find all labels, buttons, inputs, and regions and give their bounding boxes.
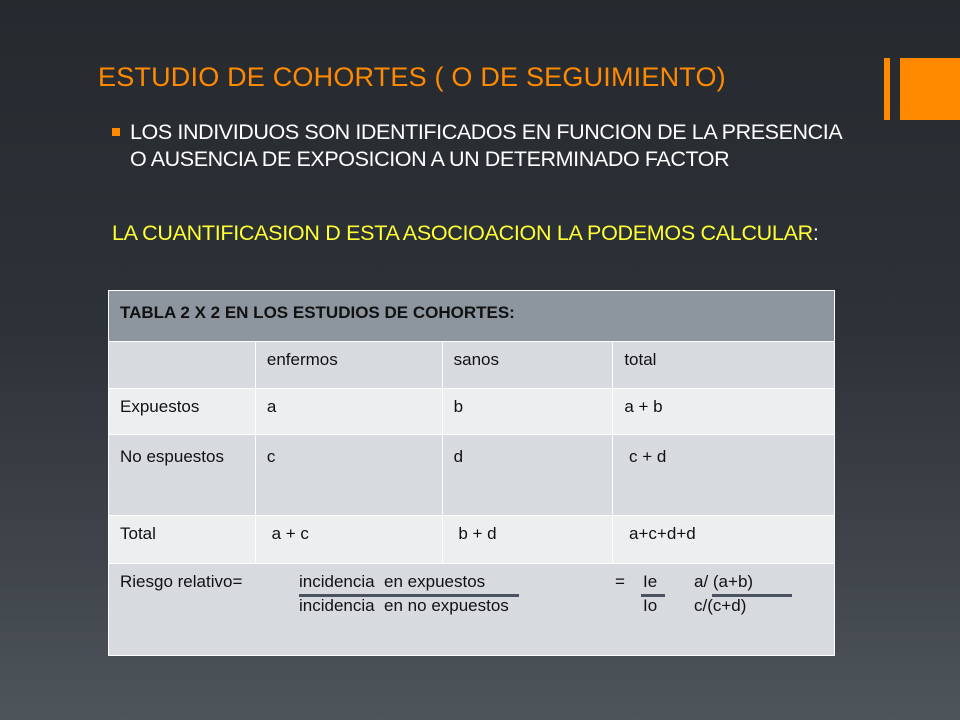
accent-bar-thick <box>900 58 960 120</box>
table-row <box>109 516 835 564</box>
bullet-text: LOS INDIVIDUOS SON IDENTIFICADOS EN FUNCION DE LA PRESENCIA O AUSENCIA DE EXPOSICION A UN DETERMINADO FACTOR <box>130 120 842 171</box>
slide-title: ESTUDIO DE COHORTES ( O DE SEGUIMIENTO) <box>98 62 726 92</box>
table-cell: a+c+d+d <box>613 516 835 564</box>
table-column-header-row <box>109 342 835 389</box>
table-header: TABLA 2 X 2 EN LOS ESTUDIOS DE COHORTES: <box>109 291 835 342</box>
table-cell: c + d <box>613 435 835 516</box>
table-cell: b + d <box>442 516 613 564</box>
formula-equals: = <box>615 572 625 591</box>
table-cell: a + c <box>255 516 442 564</box>
cohort-2x2-table <box>108 290 835 656</box>
table-row <box>109 435 835 516</box>
table-formula-row <box>109 564 835 656</box>
formula-ratio-top: a/ (a+b) <box>694 572 754 591</box>
formula-ratio-bottom: c/(c+d) <box>694 596 747 615</box>
bullet-item <box>112 119 852 173</box>
table-cell: Total <box>109 516 256 564</box>
table-cell: d <box>442 435 613 516</box>
accent-bar-thin <box>884 58 890 120</box>
table-row <box>109 389 835 435</box>
table-cell: b <box>442 389 613 435</box>
formula-denominator: incidencia en no expuestos <box>299 596 509 615</box>
formula-label: Riesgo relativo= <box>120 572 243 591</box>
formula-ie: Ie <box>643 572 658 591</box>
table-cell: Expuestos <box>109 389 256 435</box>
table-header-cell <box>109 342 256 389</box>
table-cell: a + b <box>613 389 835 435</box>
table-header-cell: total <box>613 342 835 389</box>
calculation-intro-colon: : <box>812 221 819 245</box>
table-header-cell: enfermos <box>255 342 442 389</box>
table-cell: c <box>255 435 442 516</box>
relative-risk-formula <box>109 564 835 656</box>
calculation-intro <box>112 218 852 248</box>
formula-numerator: incidencia en expuestos <box>299 572 486 591</box>
calculation-intro-text: LA CUANTIFICASION D ESTA ASOCIOACION LA PODEMOS CALCULAR <box>112 221 813 245</box>
square-bullet-icon <box>112 128 120 136</box>
formula-io: Io <box>643 596 658 615</box>
table-cell: No espuestos <box>109 435 256 516</box>
table-cell: a <box>255 389 442 435</box>
table-header-cell: sanos <box>442 342 613 389</box>
